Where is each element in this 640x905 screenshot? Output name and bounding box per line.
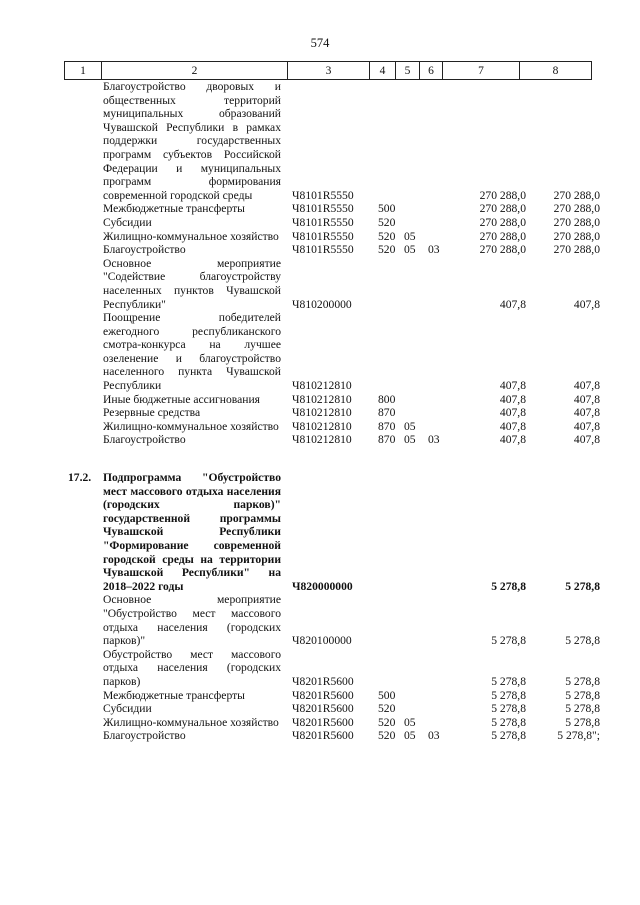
expense-type-code: 520: [378, 215, 396, 229]
amount-column-8: 407,8: [573, 379, 600, 393]
table-row: [0, 216, 640, 230]
expense-type-code: 520: [378, 729, 396, 743]
amount-column-7: 5 278,8: [491, 579, 526, 593]
expense-type-code: 520: [378, 715, 396, 729]
amount-column-7: 270 288,0: [479, 188, 526, 202]
amount-column-7: 270 288,0: [479, 229, 526, 243]
target-article-code: Ч8101R5550: [292, 188, 354, 202]
section-code: 05: [404, 715, 416, 729]
target-article-code: Ч8201R5600: [292, 674, 354, 688]
column-header: 1: [65, 62, 102, 80]
amount-column-8: 5 278,8: [565, 715, 600, 729]
column-header: 2: [102, 62, 288, 80]
amount-column-8: 407,8: [573, 433, 600, 447]
target-article-code: Ч810212810: [292, 419, 352, 433]
amount-column-7: 5 278,8: [491, 715, 526, 729]
expense-type-code: 500: [378, 688, 396, 702]
amount-column-8: 270 288,0: [553, 188, 600, 202]
target-article-code: Ч8101R5550: [292, 229, 354, 243]
amount-column-7: 5 278,8: [491, 634, 526, 648]
row-name: Подпрограмма "Обустройство мест массового отдыха населения (городских парков)" государственной программы Чувашской Республики "Формирование современной городской среды на территории Чувашской Республики" на 2018–2022 годы: [103, 471, 281, 593]
expense-type-code: 870: [378, 433, 396, 447]
section-code: 05: [404, 243, 416, 257]
amount-column-7: 407,8: [499, 297, 526, 311]
table-row: [0, 393, 640, 407]
table-row: [0, 471, 640, 593]
target-article-code: Ч8101R5550: [292, 202, 354, 216]
amount-column-8: 5 278,8: [565, 674, 600, 688]
target-article-code: Ч8201R5600: [292, 729, 354, 743]
table-row: [0, 593, 640, 647]
target-article-code: Ч8101R5550: [292, 215, 354, 229]
table-row: [0, 420, 640, 434]
amount-column-8: 407,8: [573, 406, 600, 420]
amount-column-8: 407,8: [573, 419, 600, 433]
amount-column-7: 407,8: [499, 419, 526, 433]
target-article-code: Ч820100000: [292, 634, 352, 648]
column-header: 4: [370, 62, 396, 80]
section-code: 05: [404, 433, 416, 447]
target-article-code: Ч810212810: [292, 379, 352, 393]
table-row: [0, 202, 640, 216]
row-name: Поощрение победителей ежегодного республиканского смотра-конкурса на лучшее озеленение и благоустройство населенного пункта Чувашской Республики: [103, 311, 281, 393]
budget-table-body: [0, 80, 640, 743]
amount-column-7: 5 278,8: [491, 729, 526, 743]
table-row: [0, 80, 640, 202]
table-row: [0, 230, 640, 244]
row-name: Благоустройство: [103, 433, 186, 447]
row-name: Межбюджетные трансферты: [103, 688, 245, 702]
expense-type-code: 520: [378, 702, 396, 716]
table-row: [0, 406, 640, 420]
amount-column-7: 270 288,0: [479, 215, 526, 229]
amount-column-8: 270 288,0: [553, 229, 600, 243]
subsection-code: 03: [428, 433, 440, 447]
row-name: Основное мероприятие "Обустройство мест массового отдыха населения (городских парков)": [103, 593, 281, 648]
target-article-code: Ч8201R5600: [292, 702, 354, 716]
subsection-code: 03: [428, 243, 440, 257]
amount-column-7: 407,8: [499, 406, 526, 420]
amount-column-8: 5 278,8: [565, 579, 600, 593]
column-header: 6: [420, 62, 443, 80]
column-header-row: [65, 62, 592, 80]
expense-type-code: 520: [378, 243, 396, 257]
target-article-code: Ч810212810: [292, 433, 352, 447]
amount-column-8: 270 288,0: [553, 202, 600, 216]
amount-column-8: 270 288,0: [553, 215, 600, 229]
target-article-code: Ч810212810: [292, 406, 352, 420]
table-row: [0, 702, 640, 716]
amount-column-7: 270 288,0: [479, 243, 526, 257]
row-name: Основное мероприятие "Содействие благоустройству населенных пунктов Чувашской Республики": [103, 256, 281, 311]
amount-column-7: 5 278,8: [491, 688, 526, 702]
row-name: Жилищно-коммунальное хозяйство: [103, 229, 279, 243]
row-name: Обустройство мест массового отдыха населения (городских парков): [103, 647, 281, 688]
row-name: Межбюджетные трансферты: [103, 202, 245, 216]
amount-column-8: 5 278,8";: [557, 729, 600, 743]
row-name: Жилищно-коммунальное хозяйство: [103, 715, 279, 729]
target-article-code: Ч8201R5600: [292, 715, 354, 729]
target-article-code: Ч810212810: [292, 392, 352, 406]
amount-column-8: 5 278,8: [565, 702, 600, 716]
amount-column-7: 270 288,0: [479, 202, 526, 216]
target-article-code: Ч8101R5550: [292, 243, 354, 257]
row-number: 17.2.: [68, 471, 92, 485]
expense-type-code: 870: [378, 419, 396, 433]
column-header-table: [64, 61, 592, 80]
table-row: [0, 257, 640, 311]
expense-type-code: 870: [378, 406, 396, 420]
amount-column-7: 5 278,8: [491, 702, 526, 716]
subsection-code: 03: [428, 729, 440, 743]
column-header: 5: [396, 62, 420, 80]
table-row: [0, 729, 640, 743]
table-row: [0, 311, 640, 393]
column-header: 7: [443, 62, 520, 80]
table-row: [0, 716, 640, 730]
section-code: 05: [404, 229, 416, 243]
amount-column-8: 407,8: [573, 297, 600, 311]
amount-column-7: 5 278,8: [491, 674, 526, 688]
row-name: Благоустройство: [103, 729, 186, 743]
expense-type-code: 800: [378, 392, 396, 406]
amount-column-7: 407,8: [499, 433, 526, 447]
section-code: 05: [404, 729, 416, 743]
row-name: Жилищно-коммунальное хозяйство: [103, 419, 279, 433]
table-row: [0, 243, 640, 257]
section-gap: [0, 447, 640, 471]
table-row: [0, 433, 640, 447]
amount-column-8: 5 278,8: [565, 634, 600, 648]
column-header: 8: [520, 62, 592, 80]
expense-type-code: 520: [378, 229, 396, 243]
page-number: 574: [310, 36, 330, 50]
row-name: Благоустройство: [103, 243, 186, 257]
amount-column-8: 407,8: [573, 392, 600, 406]
target-article-code: Ч8201R5600: [292, 688, 354, 702]
amount-column-7: 407,8: [499, 379, 526, 393]
target-article-code: Ч810200000: [292, 297, 352, 311]
amount-column-7: 407,8: [499, 392, 526, 406]
expense-type-code: 500: [378, 202, 396, 216]
row-name: Субсидии: [103, 215, 152, 229]
row-name: Иные бюджетные ассигнования: [103, 392, 260, 406]
amount-column-8: 5 278,8: [565, 688, 600, 702]
table-row: [0, 689, 640, 703]
column-header: 3: [288, 62, 370, 80]
row-name: Резервные средства: [103, 406, 201, 420]
row-name: Субсидии: [103, 702, 152, 716]
target-article-code: Ч820000000: [292, 579, 353, 593]
section-code: 05: [404, 419, 416, 433]
table-row: [0, 648, 640, 689]
amount-column-8: 270 288,0: [553, 243, 600, 257]
row-name: Благоустройство дворовых и общественных территорий муниципальных образований Чувашской Республики в рамках поддержки государственных программ субъектов Российской Федерации и муниципальных программ формирования современной городской среды: [103, 80, 281, 202]
